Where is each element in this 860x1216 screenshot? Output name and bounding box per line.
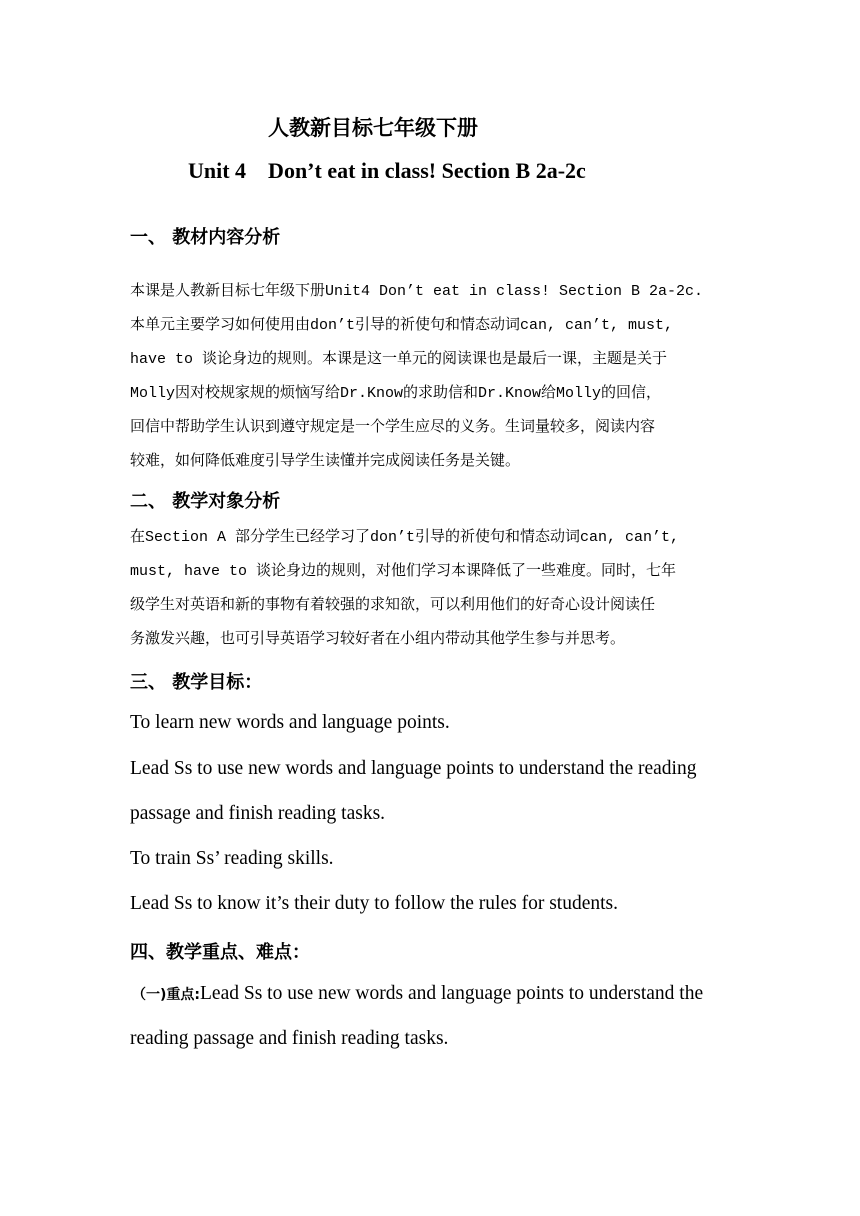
paragraph-line: 本课是人教新目标七年级下册Unit4 Don’t eat in class! Section B 2a-2c. <box>130 283 704 300</box>
section-1-paragraph <box>130 275 738 479</box>
document-title-en: Unit 4 Don’t eat in class! Section B 2a-2c <box>188 158 586 183</box>
key-point-line <box>132 983 703 1005</box>
paragraph-line: must, have to 谈论身边的规则，对他们学习本课降低了一些难度。同时，七年 <box>130 563 677 580</box>
key-point-line: reading passage and finish reading tasks. <box>130 1028 449 1049</box>
section-heading-1: 一、 教材内容分析 <box>130 227 281 248</box>
paragraph-line: 回信中帮助学生认识到遵守规定是一个学生应尽的义务。生词量较多，阅读内容 <box>130 419 656 436</box>
objective-line: To train Ss’ reading skills. <box>130 848 334 869</box>
paragraph-line: 务激发兴趣，也可引导英语学习较好者在小组内带动其他学生参与并思考。 <box>130 631 626 648</box>
objective-line: passage and finish reading tasks. <box>130 803 386 824</box>
section-heading-2: 二、 教学对象分析 <box>130 491 281 512</box>
paragraph-line: 在Section A 部分学生已经学习了don’t引导的祈使句和情态动词can, can’t, <box>130 529 680 546</box>
paragraph-line: 较难，如何降低难度引导学生读懂并完成阅读任务是关键。 <box>130 453 521 470</box>
objective-line: To learn new words and language points. <box>130 712 450 733</box>
section-heading-3: 三、 教学目标： <box>130 672 263 693</box>
section-heading-4: 四、教学重点、难点： <box>130 942 310 963</box>
paragraph-line: Molly因对校规家规的烦恼写给Dr.Know的求助信和Dr.Know给Molly的回信， <box>130 385 662 402</box>
paragraph-line: have to 谈论身边的规则。本课是这一单元的阅读课也是最后一课，主题是关于 <box>130 351 668 368</box>
paragraph-line: 级学生对英语和新的事物有着较强的求知欲，可以利用他们的好奇心设计阅读任 <box>130 597 656 614</box>
key-point-text: Lead Ss to use new words and language points to understand the <box>200 983 704 1004</box>
objective-line: Lead Ss to use new words and language points to understand the reading <box>130 758 697 779</box>
key-point-label: （一)重点: <box>132 987 200 1003</box>
section-2-paragraph <box>130 521 738 657</box>
objective-line: Lead Ss to know it’s their duty to follow the rules for students. <box>130 893 618 914</box>
document-title-cn: 人教新目标七年级下册 <box>268 115 478 140</box>
paragraph-line: 本单元主要学习如何使用由don’t引导的祈使句和情态动词can, can’t, must, <box>130 317 674 334</box>
